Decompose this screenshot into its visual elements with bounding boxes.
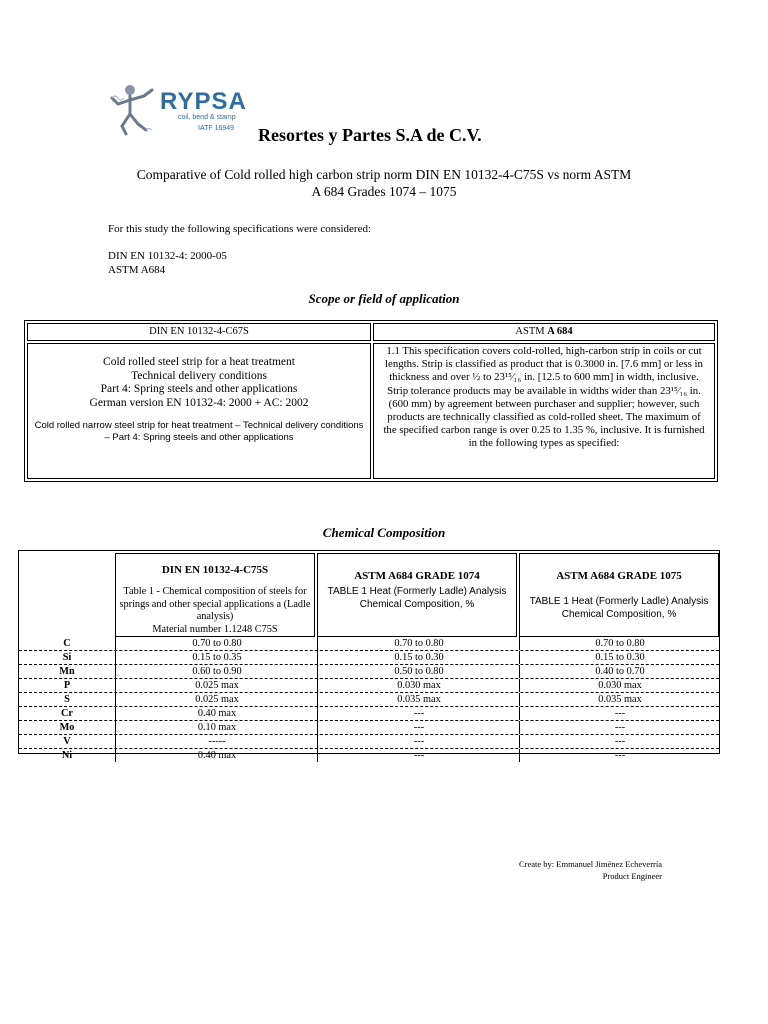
chem-header-din-desc: Table 1 - Chemical composition of steels for springs and other special applications a (Ladle analysis) bbox=[119, 586, 311, 622]
grade-1075-value: --- bbox=[614, 722, 626, 733]
grade-1075-value: 0.15 to 0.30 bbox=[595, 652, 645, 663]
scope-header-din: DIN EN 10132-4-C67S bbox=[27, 323, 371, 341]
scope-astm-body: 1.1 This specification covers cold-rolled, high-carbon strip in coils or cut lengths. Strip is classified as product that is 0.3000 in. [7.6 mm] or less in thickness and over ½ to 23¹⁵⁄₁₆ in. [12.5 to 600 mm] in width, inclusive. Strip tolerance products may be available in widths wider than 23¹⁵⁄₁₆ in. (600 mm) by agreement between purchaser and supplier; however, such products are technically classified as cold-rolled sheet. The maximum of the specified carbon range is over 0.25 to 1.35 %, inclusive. It is furnished in the following types as specified: bbox=[373, 343, 715, 479]
element-symbol: P bbox=[19, 679, 116, 692]
spec-din: DIN EN 10132-4: 2000-05 bbox=[108, 250, 227, 262]
chem-section-title: Chemical Composition bbox=[322, 525, 446, 540]
element-symbol: Mo bbox=[19, 721, 116, 734]
robot-mascot-icon bbox=[108, 82, 158, 138]
din-value: 0.40 max bbox=[117, 707, 318, 720]
element-symbol: Cr bbox=[19, 707, 116, 720]
scope-section-title: Scope or field of application bbox=[308, 291, 460, 306]
chemical-composition-table bbox=[18, 550, 720, 761]
author-role: Product Engineer bbox=[602, 871, 662, 881]
table-row bbox=[19, 637, 719, 651]
chem-header-1074 bbox=[317, 553, 517, 637]
chem-table-body bbox=[19, 637, 719, 762]
element-symbol: Si bbox=[19, 651, 116, 664]
scope-table bbox=[24, 320, 718, 482]
title-line-1: Comparative of Cold rolled high carbon strip norm DIN EN 10132-4-C75S vs norm ASTM bbox=[136, 167, 632, 182]
din-value: 0.025 max bbox=[117, 693, 318, 706]
chem-header-1075 bbox=[519, 553, 719, 637]
din-value: 0.10 max bbox=[117, 721, 318, 734]
element-symbol: C bbox=[19, 637, 116, 650]
chem-header-1074-desc: TABLE 1 Heat (Formerly Ladle) Analysis Chemical Composition, % bbox=[327, 586, 507, 610]
chem-header-1075-title: ASTM A684 GRADE 1075 bbox=[556, 570, 682, 582]
chem-header-1074-title: ASTM A684 GRADE 1074 bbox=[354, 570, 480, 582]
intro-text: For this study the following specifications were considered: bbox=[108, 223, 372, 235]
table-row bbox=[19, 651, 719, 665]
table-row bbox=[19, 679, 719, 693]
grade-1075-value: 0.035 max bbox=[598, 694, 642, 705]
grade-1075-value: --- bbox=[614, 736, 626, 747]
author-line: Create by: Emmanuel Jiménez Echeverría bbox=[518, 859, 662, 869]
grade-1074-value: 0.030 max bbox=[319, 679, 520, 692]
table-row bbox=[19, 721, 719, 735]
din-value: 0.40 max bbox=[117, 749, 318, 762]
chem-table-header bbox=[115, 551, 719, 637]
chem-header-din-material: Material number 1.1248 C75S bbox=[152, 623, 278, 635]
grade-1075-value: --- bbox=[614, 750, 626, 761]
footer-credit bbox=[430, 858, 662, 882]
logo-wordmark: RYPSA bbox=[160, 88, 247, 115]
element-symbol: Mn bbox=[19, 665, 116, 678]
din-value: 0.025 max bbox=[117, 679, 318, 692]
title-line-2: A 684 Grades 1074 – 1075 bbox=[311, 184, 457, 199]
din-value: 0.15 to 0.35 bbox=[117, 651, 318, 664]
spec-astm: ASTM A684 bbox=[108, 264, 166, 276]
element-symbol: S bbox=[19, 693, 116, 706]
grade-1074-value: --- bbox=[319, 735, 520, 748]
grade-1074-value: 0.50 to 0.80 bbox=[319, 665, 520, 678]
grade-1074-value: --- bbox=[319, 749, 520, 762]
scope-din-body bbox=[27, 343, 371, 479]
company-name: Resortes y Partes S.A de C.V. bbox=[258, 125, 482, 145]
din-value: 0.60 to 0.90 bbox=[117, 665, 318, 678]
scope-din-note: Cold rolled narrow steel strip for heat treatment – Technical delivery conditions – Part 4: Spring steels and other applications bbox=[34, 420, 364, 443]
grade-1074-value: 0.035 max bbox=[319, 693, 520, 706]
element-symbol: V bbox=[19, 735, 116, 748]
scope-din-line: Cold rolled steel strip for a heat treatment bbox=[103, 356, 295, 368]
grade-1074-value: --- bbox=[319, 707, 520, 720]
scope-header-astm-number: A 684 bbox=[547, 326, 573, 337]
grade-1074-value: 0.70 to 0.80 bbox=[319, 637, 520, 650]
scope-header-astm-prefix: ASTM bbox=[515, 326, 545, 337]
chem-header-din bbox=[115, 553, 315, 637]
grade-1074-value: 0.15 to 0.30 bbox=[319, 651, 520, 664]
table-row bbox=[19, 693, 719, 707]
din-value: 0.70 to 0.80 bbox=[117, 637, 318, 650]
table-row bbox=[19, 735, 719, 749]
scope-din-line: German version EN 10132-4: 2000 + AC: 2002 bbox=[89, 396, 309, 409]
grade-1075-value: 0.70 to 0.80 bbox=[595, 638, 645, 649]
logo-certification: IATF 16949 bbox=[198, 125, 235, 132]
chem-header-din-title: DIN EN 10132-4-C75S bbox=[161, 564, 269, 576]
document-title bbox=[100, 166, 668, 200]
scope-din-line: Technical delivery conditions bbox=[131, 369, 267, 382]
table-row bbox=[19, 665, 719, 679]
grade-1074-value: --- bbox=[319, 721, 520, 734]
company-logo bbox=[108, 82, 258, 138]
chem-header-1075-desc: TABLE 1 Heat (Formerly Ladle) Analysis Chemical Composition, % bbox=[529, 596, 709, 620]
scope-header-astm bbox=[373, 323, 715, 341]
grade-1075-value: 0.40 to 0.70 bbox=[595, 666, 645, 677]
grade-1075-value: --- bbox=[614, 708, 626, 719]
table-row bbox=[19, 707, 719, 721]
grade-1075-value: 0.030 max bbox=[598, 680, 642, 691]
element-symbol: Ni bbox=[19, 749, 116, 762]
din-value: ----- bbox=[117, 735, 318, 748]
logo-tagline: coil, bend & stamp bbox=[178, 114, 236, 121]
table-row bbox=[19, 749, 719, 762]
scope-din-line: Part 4: Spring steels and other applications bbox=[100, 383, 298, 395]
